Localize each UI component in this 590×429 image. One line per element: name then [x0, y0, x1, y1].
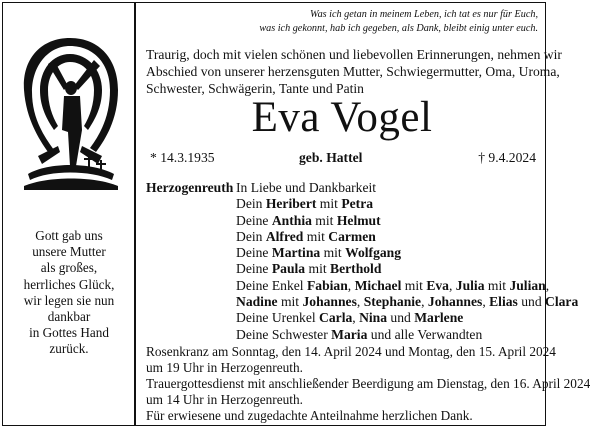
family-list [236, 180, 579, 343]
life-dates [150, 150, 536, 168]
motto-quote [218, 8, 538, 35]
family-text: mit [320, 245, 346, 261]
intro-line: Abschied von unserer herzensguten Mutter, Schwiegermutter, Oma, Uroma, [146, 64, 560, 79]
family-text: Deine [236, 212, 272, 228]
family-text: Dein [236, 228, 266, 244]
family-line [236, 261, 542, 277]
place-name: Herzogenreuth [146, 180, 234, 195]
family-line [236, 310, 542, 326]
family-text: , [421, 294, 428, 310]
verse-line: herrliches Glück, [23, 276, 115, 292]
family-intro: In Liebe und Dankbarkeit [236, 180, 377, 195]
deceased-name: Eva Vogel [251, 94, 433, 141]
relative-name: Michael [354, 277, 402, 293]
family-text: und [517, 294, 546, 310]
service-line: Rosenkranz am Sonntag, den 14. April 2024 und Montag, den 15. April 2024 [146, 344, 556, 359]
intro-line: Traurig, doch mit vielen schönen und liebevollen Erinnerungen, nehmen wir [146, 47, 562, 62]
relative-name: Marlene [414, 310, 464, 326]
death-date: † 9.4.2024 [478, 150, 536, 165]
relative-name: Stephanie [363, 294, 422, 310]
relative-name: Clara [545, 294, 579, 310]
relative-name: Nadine [236, 294, 278, 310]
family-line [236, 196, 542, 212]
relative-name: Fabian [306, 277, 348, 293]
family-line [236, 294, 579, 310]
memorial-verse [12, 228, 126, 358]
verse-line: wir legen sie nun [23, 292, 115, 308]
relative-name: Maria [331, 326, 368, 342]
motto-line: was ich gekonnt, hab ich gegeben, als Dank, bleibt einig unter euch. [259, 22, 538, 34]
family-text: mit [277, 294, 303, 310]
family-text: Dein [236, 196, 266, 212]
birth-date: * 14.3.1935 [150, 150, 215, 165]
service-info [146, 344, 590, 424]
service-line: um 19 Uhr in Herzogenreuth. [146, 360, 303, 375]
relative-name: Berthold [330, 261, 382, 277]
verse-line: unsere Mutter [32, 244, 106, 260]
relative-name: Julia [455, 277, 485, 293]
relative-name: Johannes [302, 294, 357, 310]
column-divider [134, 2, 136, 426]
family-text: Deine Schwester [236, 326, 332, 342]
family-text: Deine [236, 245, 272, 261]
relative-name: Anthia [271, 212, 312, 228]
family-text: Deine Enkel [236, 277, 307, 293]
maiden-name: geb. Hattel [299, 150, 363, 165]
relative-name: Paula [271, 261, 306, 277]
relative-name: Martina [271, 245, 321, 261]
family-line [236, 327, 542, 343]
family-text: , [482, 294, 490, 310]
family-line [236, 277, 550, 294]
verse-line: dankbar [47, 309, 91, 325]
family-text: und [387, 310, 415, 326]
verse-line: als großes, [40, 260, 98, 276]
family-text: Deine Urenkel [236, 310, 320, 326]
relative-name: Nina [359, 310, 388, 326]
resurrection-figure-icon [18, 34, 122, 192]
family-text: mit [311, 212, 337, 228]
relative-name: Eva [426, 277, 449, 293]
relative-name: Julian [509, 277, 546, 293]
intro-text [146, 46, 562, 97]
relative-name: Carla [319, 310, 353, 326]
relative-name: Heribert [265, 196, 317, 212]
intro-line: Schwester, Schwägerin, Tante und Patin [146, 81, 364, 96]
relative-name: Carmen [328, 228, 376, 244]
family-text: , [545, 277, 550, 293]
thanks-line: Für erwiesene und zugedachte Anteilnahme herzlichen Dank. [146, 408, 473, 423]
relative-name: Elias [489, 294, 518, 310]
family-line [236, 229, 542, 245]
motto-line: Was ich getan in meinem Leben, ich tat es nur für Euch, [310, 9, 538, 20]
relative-name: Wolfgang [345, 245, 402, 261]
relative-name: Petra [341, 196, 374, 212]
family-text: , [448, 277, 456, 293]
family-text: mit [484, 277, 510, 293]
service-line: Trauergottesdienst mit anschließender Beerdigung am Dienstag, den 16. April 2024 [146, 376, 590, 391]
family-line [236, 245, 542, 261]
family-text: mit [303, 228, 329, 244]
family-text: mit [305, 261, 331, 277]
family-text: und alle Verwandten [367, 326, 483, 342]
verse-line: Gott gab uns [35, 228, 103, 243]
service-line: um 14 Uhr in Herzogenreuth. [146, 392, 303, 407]
relative-name: Johannes [427, 294, 483, 310]
family-line [236, 213, 542, 229]
family-text: , [352, 310, 360, 326]
verse-line: zurück. [49, 341, 89, 357]
relative-name: Alfred [265, 228, 304, 244]
family-text: mit [401, 277, 427, 293]
relative-name: Helmut [336, 212, 381, 228]
verse-line: in Gottes Hand [29, 325, 109, 341]
family-text: , [347, 277, 355, 293]
family-text: Deine [236, 261, 272, 277]
family-text: mit [316, 196, 342, 212]
family-text: , [356, 294, 364, 310]
